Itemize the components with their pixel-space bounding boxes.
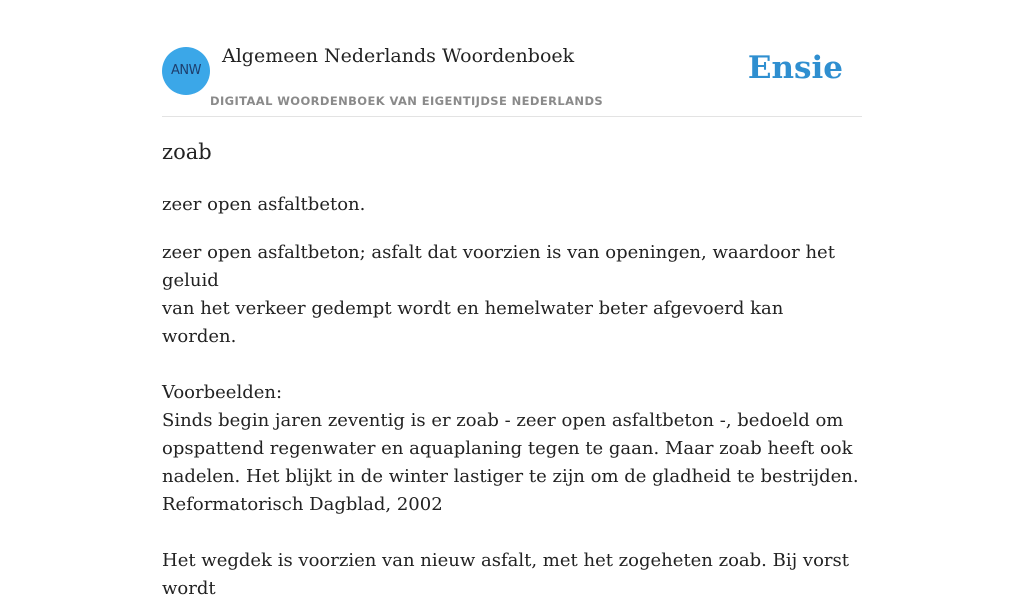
examples-label: Voorbeelden: (162, 382, 283, 403)
example-source: Reformatorisch Dagblad, 2002 (162, 494, 443, 515)
example-line: Sinds begin jaren zeventig is er zoab - zeer open asfaltbeton -, bedoeld om (162, 410, 844, 431)
headword: zoab (162, 140, 212, 164)
short-definition: zeer open asfaltbeton. (162, 194, 366, 215)
anw-logo[interactable]: ANW (162, 47, 210, 95)
definition-line: zeer open asfaltbeton; asfalt dat voorzien is van openingen, waardoor het geluid (162, 242, 835, 291)
example-line: opspattend regenwater en aquaplaning tegen te gaan. Maar zoab heeft ook (162, 438, 853, 459)
site-header (162, 0, 862, 117)
site-subtitle: DIGITAAL WOORDENBOEK VAN EIGENTIJDSE NEDERLANDS (210, 94, 604, 108)
spacer (162, 351, 862, 379)
definition-body (162, 239, 862, 603)
site-title[interactable]: Algemeen Nederlands Woordenboek (222, 45, 575, 67)
definition-line: van het verkeer gedempt wordt en hemelwater beter afgevoerd kan worden. (162, 298, 784, 347)
example-line: nadelen. Het blijkt in de winter lastiger te zijn om de gladheid te bestrijden. (162, 466, 859, 487)
ensie-brand-link[interactable]: Ensie (747, 50, 843, 86)
spacer (162, 519, 862, 547)
example-line: Het wegdek is voorzien van nieuw asfalt, met het zogeheten zoab. Bij vorst wordt (162, 550, 849, 599)
